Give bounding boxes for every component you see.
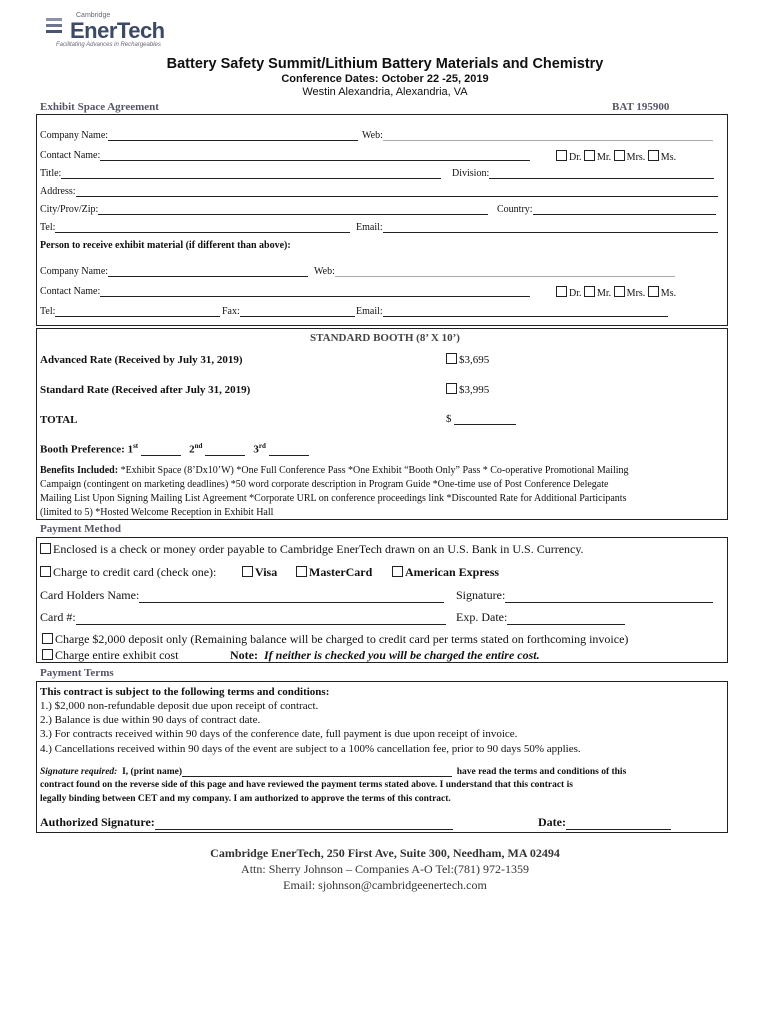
term-3: 3.) For contracts received within 90 days of the conference date, full payment is due upon receipt of invoice. [40, 728, 518, 740]
payment-note: Note: If neither is checked you will be charged the entire cost. [230, 648, 540, 662]
pref-1-field[interactable] [141, 445, 181, 456]
booth-preference-label: Booth Preference: [40, 443, 125, 456]
mastercard-option[interactable]: MasterCard [296, 565, 372, 580]
email-field[interactable]: Email: [356, 222, 718, 233]
dr-checkbox[interactable] [556, 150, 567, 161]
agreement-label: Exhibit Space Agreement [40, 101, 159, 113]
alt-mr-checkbox[interactable] [584, 286, 595, 297]
authorized-signature-field[interactable]: Authorized Signature: [40, 815, 453, 830]
alt-recipient-label: Person to receive exhibit material (if different than above): [40, 240, 291, 251]
signature-statement-2: contract found on the reverse side of this page and have reviewed the payment terms stated above. I understand that this contract is [40, 780, 573, 790]
alt-dr-checkbox[interactable] [556, 286, 567, 297]
title-field[interactable]: Title: [40, 168, 441, 179]
company-name-field[interactable]: Company Name: [40, 130, 358, 141]
tel-field[interactable]: Tel: [40, 222, 350, 233]
contact-name-field[interactable]: Contact Name: [40, 150, 530, 161]
alt-contact-name-field[interactable]: Contact Name: [40, 286, 530, 297]
signature-field[interactable]: Signature: [456, 588, 713, 603]
terms-intro: This contract is subject to the following terms and conditions: [40, 686, 330, 698]
alt-web-field[interactable]: Web: [314, 266, 675, 277]
benefits-line-2: Campaign (contingent on marketing deadlines) *50 word corporate description in Program Guide *One-time use of Post Conference Delegate [40, 479, 609, 490]
total-label: TOTAL [40, 414, 78, 426]
signature-statement-1[interactable]: Signature required: I, (print name) have read the terms and conditions of this [40, 767, 627, 777]
deposit-option[interactable]: Charge $2,000 deposit only (Remaining balance will be charged to credit card per terms stated on forthcoming invoice) [42, 632, 628, 647]
alt-tel-field[interactable]: Tel: [40, 306, 220, 317]
enclosed-checkbox[interactable] [40, 543, 51, 554]
ms-checkbox[interactable] [648, 150, 659, 161]
country-field[interactable]: Country: [497, 204, 716, 215]
credit-card-option[interactable]: Charge to credit card (check one): [40, 565, 216, 580]
standard-rate-checkbox[interactable] [446, 383, 457, 394]
advanced-rate-label: Advanced Rate (Received by July 31, 2019) [40, 354, 243, 366]
agreement-code: BAT 195900 [612, 101, 670, 113]
visa-option[interactable]: Visa [242, 565, 277, 580]
term-1: 1.) $2,000 non-refundable deposit due upon receipt of contract. [40, 700, 319, 712]
card-number-field[interactable]: Card #: [40, 610, 446, 625]
payment-terms-label: Payment Terms [40, 667, 114, 679]
logo-mark-icon [44, 16, 66, 38]
pref-1-label: 1 [127, 443, 134, 456]
alt-fax-field[interactable]: Fax: [222, 306, 355, 317]
total-field[interactable]: $ [446, 413, 516, 425]
benefits-line-4: (limited to 5) *Hosted Welcome Reception in Exhibit Hall [40, 507, 274, 518]
alt-salutation-options: Dr. Mr. Mrs. Ms. [556, 286, 676, 299]
benefits-line-3: Mailing List Upon Signing Mailing List Agreement *Corporate URL on conference proceedings link *Discounted Rate for Additional Participants [40, 493, 627, 504]
booth-preference[interactable]: Booth Preference: 1st 2nd 3rd [40, 442, 309, 456]
cambridge-enertech-logo [44, 12, 164, 52]
address-field[interactable]: Address: [40, 186, 718, 197]
footer-email: Email: sjohnson@cambridgeenertech.com [283, 878, 487, 892]
web-field[interactable]: Web: [362, 130, 713, 141]
enclosed-option[interactable]: Enclosed is a check or money order payable to Cambridge EnerTech drawn on an U.S. Bank in U.S. Currency. [40, 542, 584, 557]
amex-checkbox[interactable] [392, 566, 403, 577]
pref-2-label: 2 [189, 443, 195, 456]
pref-2-field[interactable] [205, 445, 245, 456]
mr-checkbox[interactable] [584, 150, 595, 161]
venue: Westin Alexandria, Alexandria, VA [302, 86, 468, 98]
salutation-options: Dr. Mr. Mrs. Ms. [556, 150, 676, 163]
payment-method-label: Payment Method [40, 523, 121, 535]
alt-company-name-field[interactable]: Company Name: [40, 266, 308, 277]
advanced-rate-option[interactable]: $3,695 [446, 353, 489, 366]
print-name-field[interactable] [182, 766, 452, 777]
mastercard-checkbox[interactable] [296, 566, 307, 577]
entire-cost-option[interactable]: Charge entire exhibit cost [42, 648, 178, 663]
mrs-checkbox[interactable] [614, 150, 625, 161]
deposit-checkbox[interactable] [42, 633, 53, 644]
term-2: 2.) Balance is due within 90 days of contract date. [40, 714, 261, 726]
logo-name: EnerTech [70, 18, 165, 43]
signature-statement-3: legally binding between CET and my company. I am authorized to approve the terms of this contract. [40, 794, 451, 804]
logo-small-text: Cambridge [76, 12, 111, 19]
document-title: Battery Safety Summit/Lithium Battery Materials and Chemistry [166, 56, 604, 72]
entire-cost-checkbox[interactable] [42, 649, 53, 660]
pref-3-field[interactable] [269, 445, 309, 456]
conference-dates: Conference Dates: October 22 -25, 2019 [281, 73, 489, 85]
benefits-line-1: Benefits Included: *Exhibit Space (8’Dx10’W) *One Full Conference Pass *One Exhibit “Booth Only” Pass * Co-operative Promotional Mailing [40, 465, 629, 476]
amex-option[interactable]: American Express [392, 565, 499, 580]
credit-card-checkbox[interactable] [40, 566, 51, 577]
visa-checkbox[interactable] [242, 566, 253, 577]
exp-date-field[interactable]: Exp. Date: [456, 610, 625, 625]
footer-attn: Attn: Sherry Johnson – Companies A-O Tel:(781) 972-1359 [241, 862, 529, 876]
alt-ms-checkbox[interactable] [648, 286, 659, 297]
standard-rate-label: Standard Rate (Received after July 31, 2019) [40, 384, 251, 396]
alt-mrs-checkbox[interactable] [614, 286, 625, 297]
city-field[interactable]: City/Prov/Zip: [40, 204, 488, 215]
footer-address: Cambridge EnerTech, 250 First Ave, Suite 300, Needham, MA 02494 [210, 846, 560, 860]
advanced-rate-checkbox[interactable] [446, 353, 457, 364]
term-4: 4.) Cancellations received within 90 days of the event are subject to a 100% cancellation fee, prior to 90 days 50% applies. [40, 743, 581, 755]
alt-email-field[interactable]: Email: [356, 306, 668, 317]
pref-3-label: 3 [253, 443, 259, 456]
card-holder-field[interactable]: Card Holders Name: [40, 588, 444, 603]
standard-rate-option[interactable]: $3,995 [446, 383, 489, 396]
logo-tagline: Facilitating Advances in Rechargeables [56, 42, 161, 48]
booth-heading: STANDARD BOOTH (8’ X 10’) [310, 332, 460, 344]
division-field[interactable]: Division: [452, 168, 714, 179]
date-field[interactable]: Date: [538, 815, 671, 830]
